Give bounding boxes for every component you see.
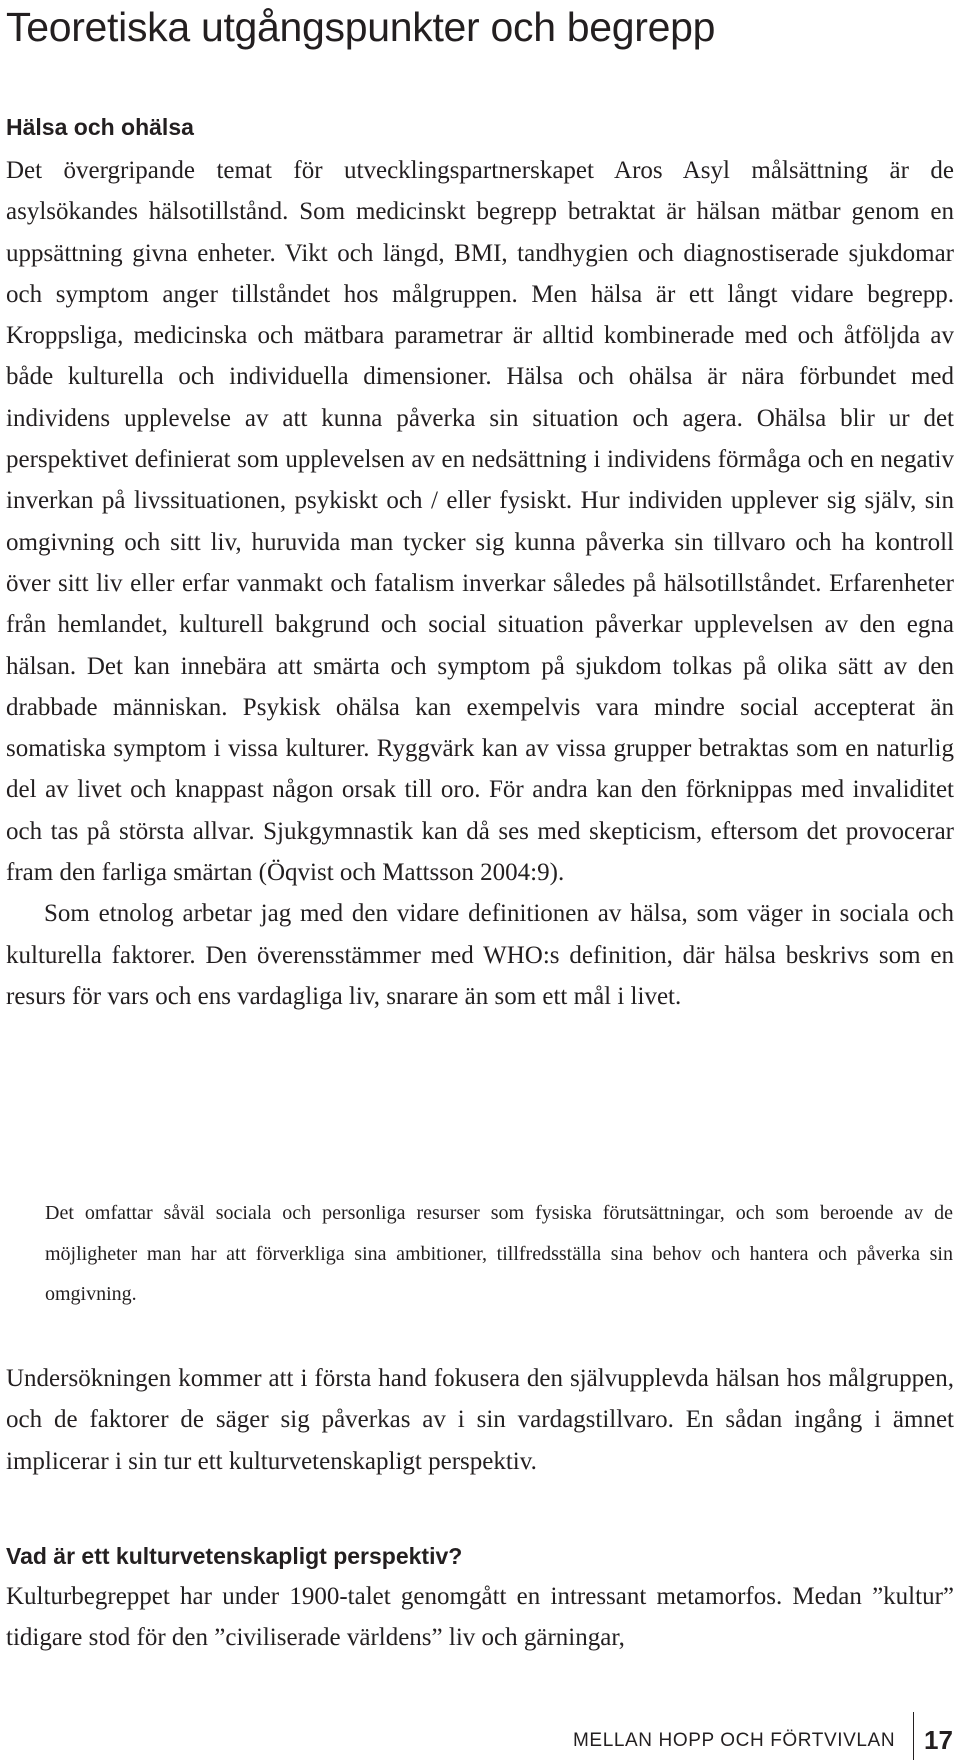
body-paragraph: Kulturbegreppet har under 1900-talet genomgått en intressant metamorfos. Medan ”kultur” tidigare stod för den ”civiliserade världens” liv och gärningar, [6, 1583, 954, 1652]
block-quote: Det omfattar såväl sociala och personliga resurser som fysiska förutsättningar, och som beroende av de möjligheter man har att förverkliga sina ambitioner, tillfredsställa sina behov och hantera och påverka sin omgivning. [45, 1202, 953, 1305]
page-title: Teoretiska utgångspunkter och begrepp [6, 4, 716, 50]
running-footer-title: MELLAN HOPP OCH FÖRTVIVLAN [573, 1730, 896, 1751]
section-heading-halsa: Hälsa och ohälsa [6, 114, 194, 140]
section-heading-kulturvetenskap: Vad är ett kulturvetenskapligt perspektiv? [6, 1543, 463, 1569]
paragraph-text: Det övergripande temat för utvecklingspartnerskapet Aros Asyl målsättning är de asylsökandes hälsotillstånd. Som medicinskt begrepp betraktat är hälsan mätbar genom en uppsättning givna enheter. Vikt och längd, BMI, tandhygien och diagnostiserade sjukdomar och symptom anger tillståndet hos målgruppen. Men hälsa är ett långt vidare begrepp. Kroppsliga, medicinska och mätbara parametrar är alltid kombinerade med och åtföljda av både kulturella och individuella dimensioner. Hälsa och ohälsa är nära förbundet med individens upplevelse av att kunna påverka sin situation och agera. Ohälsa blir ur det perspektivet definierat som upplevelsen av en nedsättning i individens förmåga och en negativ inverkan på livssituationen, psykiskt och / eller fysiskt. Hur individen upplever sig själv, sin omgivning och sitt liv, huruvida man tycker sig kunna påverka sin tillvaro och ha kontroll över sitt liv eller erfar vanmakt och fatalism inverkar således på hälsotillståndet. Erfarenheter från hemlandet, kulturell bakgrund och social situation påverkar upplevelsen av den egna hälsan. Det kan innebära att smärta och symptom på sjukdom tolkas på olika sätt av den drabbade människan. Psykisk ohälsa kan exempelvis vara mindre social accepterat än somatiska symptom i vissa kulturer. Ryggvärk kan av vissa grupper betraktas som en naturlig del av livet och knappast någon orsak till oro. För andra kan den förknippas med invaliditet och tas på största allvar. Sjukgymnastik kan då ses med skepticism, eftersom det provocerar fram den farliga smärtan (Öqvist och Mattsson 2004:9). [6, 157, 954, 887]
footer-divider [913, 1712, 914, 1760]
paragraph-text: Som etnolog arbetar jag med den vidare definitionen av hälsa, som väger in sociala och kulturella faktorer. Den överensstämmer med WHO:s definition, där hälsa beskrivs som en resurs för vars och ens vardagliga liv, snarare än som ett mål i livet. [6, 900, 954, 1010]
page-number: 17 [924, 1725, 953, 1755]
body-paragraph: Undersökningen kommer att i första hand fokusera den självupplevda hälsan hos målgruppen, och de faktorer de säger sig påverkas av i sin vardagstillvaro. En sådan ingång i ämnet implicerar i sin tur ett kulturvetenskapligt perspektiv. [6, 1365, 954, 1475]
body-paragraph [6, 150, 954, 1017]
